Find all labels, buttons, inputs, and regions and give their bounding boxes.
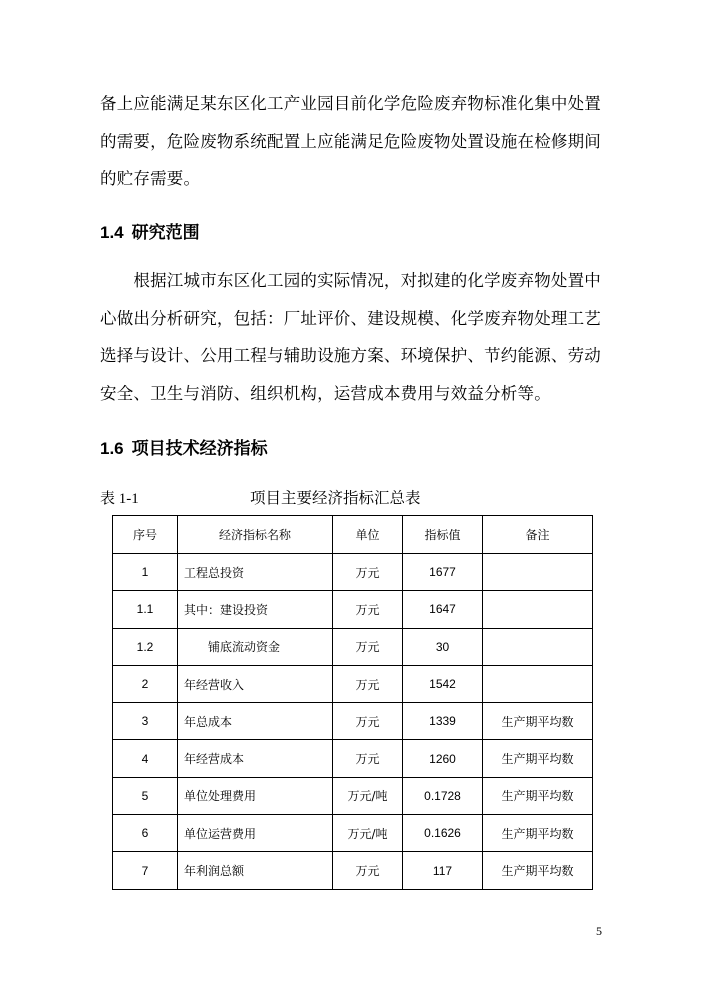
cell-note [483, 591, 593, 628]
header-indicator-name: 经济指标名称 [178, 516, 333, 554]
cell-seq: 1.1 [113, 591, 178, 628]
cell-unit: 万元/吨 [333, 777, 403, 814]
section-heading-research-scope [100, 218, 200, 243]
cell-name: 工程总投资 [178, 554, 333, 591]
section-title: 研究范围 [131, 223, 200, 243]
cell-name: 年经营成本 [178, 740, 333, 777]
table-row [113, 703, 593, 740]
cell-note: 生产期平均数 [483, 852, 593, 889]
table-row [113, 815, 593, 852]
cell-value: 1339 [403, 703, 483, 740]
cell-unit: 万元 [333, 554, 403, 591]
paragraph-research-scope [100, 262, 605, 412]
cell-note [483, 554, 593, 591]
paragraph-line: 安全、卫生与消防、组织机构，运营成本费用与效益分析等。 [100, 383, 551, 403]
table-row [113, 852, 593, 889]
table-row [113, 740, 593, 777]
cell-unit: 万元 [333, 665, 403, 702]
table-row [113, 591, 593, 628]
cell-value: 0.1626 [403, 815, 483, 852]
cell-unit: 万元 [333, 628, 403, 665]
section-heading-economic-indicators [100, 434, 268, 459]
cell-seq: 5 [113, 777, 178, 814]
cell-seq: 1.2 [113, 628, 178, 665]
paragraph-line: 心做出分析研究，包括：厂址评价、建设规模、化学废弃物处理工艺 [100, 308, 601, 328]
cell-unit: 万元/吨 [333, 815, 403, 852]
cell-name: 年总成本 [178, 703, 333, 740]
cell-unit: 万元 [333, 703, 403, 740]
economic-indicators-table [112, 515, 593, 890]
cell-name: 单位运营费用 [178, 815, 333, 852]
paragraph-line: 的贮存需要。 [100, 169, 201, 188]
table-row [113, 628, 593, 665]
cell-name: 单位处理费用 [178, 777, 333, 814]
cell-value: 117 [403, 852, 483, 889]
section-number: 1.4 [100, 223, 124, 242]
table-caption-label: 表 1-1 [100, 491, 139, 507]
cell-note [483, 628, 593, 665]
header-note: 备注 [483, 516, 593, 554]
cell-note: 生产期平均数 [483, 740, 593, 777]
header-unit: 单位 [333, 516, 403, 554]
table-header-row [113, 516, 593, 554]
cell-note: 生产期平均数 [483, 777, 593, 814]
cell-seq: 3 [113, 703, 178, 740]
table-row [113, 554, 593, 591]
section-title: 项目技术经济指标 [131, 439, 268, 459]
paragraph-continued [100, 85, 605, 198]
cell-value: 1647 [403, 591, 483, 628]
cell-name: 年经营收入 [178, 665, 333, 702]
cell-seq: 6 [113, 815, 178, 852]
header-seq: 序号 [113, 516, 178, 554]
table-caption-title: 项目主要经济指标汇总表 [250, 489, 421, 507]
paragraph-line: 选择与设计、公用工程与辅助设施方案、环境保护、节约能源、劳动 [100, 346, 601, 365]
table-row [113, 665, 593, 702]
cell-note: 生产期平均数 [483, 815, 593, 852]
paragraph-line: 根据江城市东区化工园的实际情况，对拟建的化学废弃物处置中 [100, 271, 601, 290]
cell-seq: 1 [113, 554, 178, 591]
header-value: 指标值 [403, 516, 483, 554]
cell-seq: 7 [113, 852, 178, 889]
paragraph-line: 的需要，危险废物系统配置上应能满足危险废物处置设施在检修期间 [100, 131, 601, 151]
section-number: 1.6 [100, 439, 124, 458]
cell-value: 1542 [403, 665, 483, 702]
cell-value: 1677 [403, 554, 483, 591]
cell-unit: 万元 [333, 591, 403, 628]
cell-name: 其中：建设投资 [178, 591, 333, 628]
cell-note [483, 665, 593, 702]
cell-value: 30 [403, 628, 483, 665]
page-number: 5 [596, 924, 602, 938]
paragraph-line: 备上应能满足某东区化工产业园目前化学危险废弃物标准化集中处置 [100, 94, 601, 113]
cell-unit: 万元 [333, 852, 403, 889]
cell-name: 铺底流动资金 [178, 628, 333, 665]
table-row [113, 777, 593, 814]
cell-value: 0.1728 [403, 777, 483, 814]
cell-unit: 万元 [333, 740, 403, 777]
cell-note: 生产期平均数 [483, 703, 593, 740]
cell-seq: 2 [113, 665, 178, 702]
cell-name: 年利润总额 [178, 852, 333, 889]
cell-value: 1260 [403, 740, 483, 777]
cell-seq: 4 [113, 740, 178, 777]
